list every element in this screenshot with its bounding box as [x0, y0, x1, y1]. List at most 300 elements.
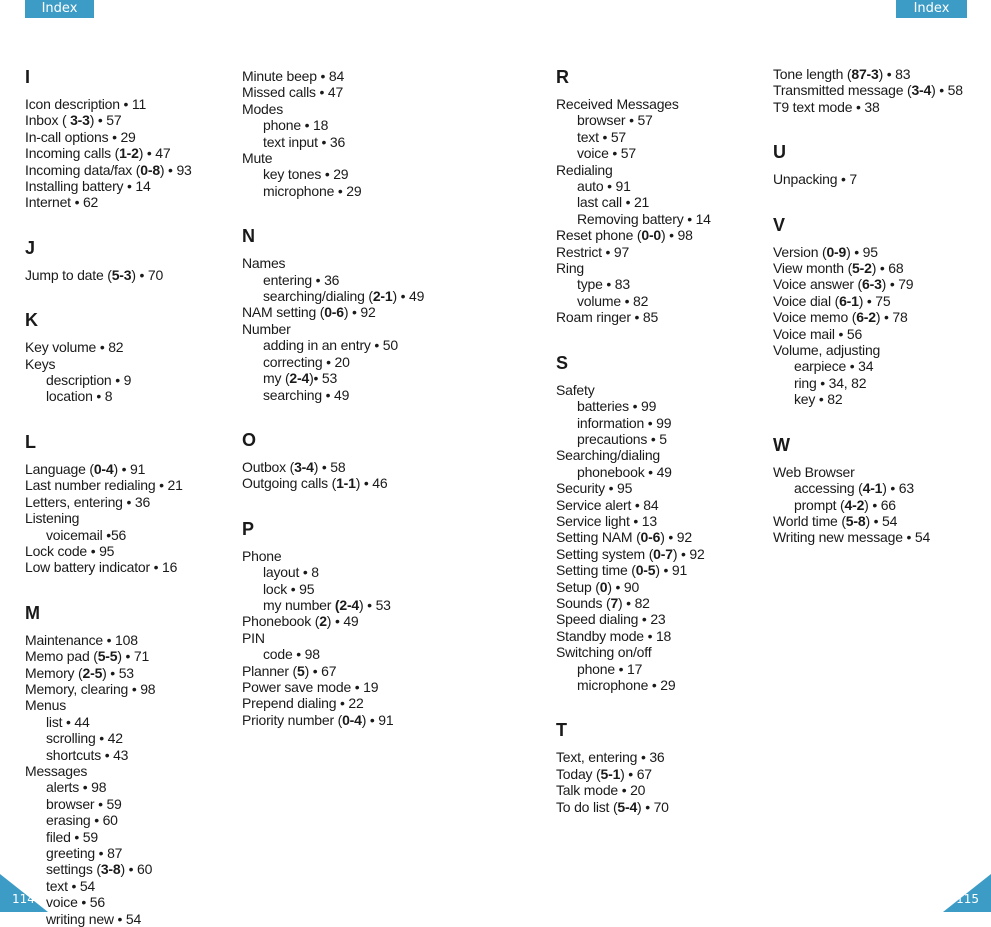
index-entry — [25, 356, 192, 372]
menu-shortcut-code: 2-5 — [82, 664, 103, 681]
entry-page-ref: ) • 70 — [637, 798, 669, 815]
index-section-letter: T — [556, 720, 567, 741]
entry-text: Letters, entering • 36 — [25, 493, 151, 510]
entry-text: Voice dial ( — [773, 292, 840, 309]
entry-text: my ( — [263, 370, 290, 387]
index-subentry — [556, 431, 711, 447]
index-section-letter: L — [25, 431, 36, 452]
index-entry — [556, 497, 711, 513]
index-subentry — [556, 677, 711, 693]
section-spacer — [556, 693, 711, 719]
entry-text: Maintenance • 108 — [25, 631, 138, 648]
index-subentry — [556, 129, 711, 145]
index-entry — [242, 695, 424, 711]
section-spacer — [25, 211, 192, 237]
index-section-letter: U — [773, 142, 786, 163]
index-subentry — [242, 183, 424, 199]
menu-shortcut-code: 6-3 — [862, 276, 882, 293]
menu-shortcut-code: 5-5 — [97, 648, 118, 665]
entry-page-ref: ) • 98 — [661, 227, 693, 244]
index-subentry — [25, 911, 192, 927]
entry-page-ref: ) • 58 — [931, 82, 963, 99]
index-section-letter: M — [25, 602, 40, 623]
index-entry — [556, 96, 711, 112]
index-entry — [25, 510, 192, 526]
entry-text: batteries • 99 — [577, 398, 657, 415]
entry-text: my number — [263, 596, 335, 613]
index-section-letter: W — [773, 434, 790, 455]
entry-text: Switching on/off — [556, 644, 652, 661]
menu-shortcut-code: 5-8 — [845, 512, 866, 529]
index-section-letter: P — [242, 518, 254, 539]
index-entry — [773, 293, 963, 309]
entry-text: Messages — [25, 762, 88, 779]
entry-text: In-call options • 29 — [25, 128, 136, 145]
menu-shortcut-code: 6-2 — [856, 309, 876, 326]
entry-page-ref: ) • 92 — [660, 529, 692, 546]
index-section-letter: I — [25, 67, 30, 87]
index-subentry — [556, 415, 711, 431]
index-entry — [556, 611, 711, 627]
entry-text: Today ( — [556, 765, 601, 782]
entry-text: shortcuts • 43 — [46, 746, 129, 763]
header-tab-left: Index — [25, 0, 94, 18]
index-column-1 — [25, 66, 192, 927]
index-subentry — [25, 714, 192, 730]
entry-page-ref: ) • 49 — [326, 613, 359, 630]
section-spacer — [242, 403, 424, 429]
index-subentry — [242, 581, 424, 597]
index-subentry — [25, 812, 192, 828]
entry-text: Voice mail • 56 — [773, 325, 863, 342]
index-column-4 — [773, 66, 963, 546]
index-entry — [25, 339, 192, 355]
entry-text: Writing new message • 54 — [773, 529, 931, 546]
index-subentry — [25, 527, 192, 543]
page-number-right: 115 — [956, 892, 979, 906]
entry-text: accessing ( — [794, 480, 863, 497]
entry-text: Service alert • 84 — [556, 496, 659, 513]
section-spacer — [556, 326, 711, 352]
entry-page-ref: ) • 75 — [858, 292, 891, 309]
entry-text: Listening — [25, 510, 80, 527]
entry-text: Reset phone ( — [556, 227, 642, 244]
index-entry — [25, 632, 192, 648]
index-subentry — [556, 293, 711, 309]
index-entry — [25, 697, 192, 713]
menu-shortcut-code: 5 — [297, 662, 305, 679]
entry-text: layout • 8 — [263, 564, 319, 581]
index-section-letter: S — [556, 352, 568, 373]
index-subentry — [242, 337, 424, 353]
menu-shortcut-code: 0-0 — [641, 227, 661, 244]
entry-text: Language ( — [25, 460, 94, 477]
entry-text: Number — [242, 320, 291, 337]
index-entry — [242, 459, 424, 475]
index-entry — [25, 112, 192, 128]
entry-text: Planner ( — [242, 662, 298, 679]
index-subentry — [242, 646, 424, 662]
entry-text: adding in an entry • 50 — [263, 337, 398, 354]
entry-text: Menus — [25, 697, 67, 714]
entry-text: Ring — [556, 260, 584, 277]
menu-shortcut-code: 0-4 — [342, 711, 362, 728]
index-entry — [773, 244, 963, 260]
entry-text: phonebook • 49 — [577, 463, 672, 480]
index-entry — [556, 513, 711, 529]
index-entry — [556, 309, 711, 325]
index-subentry — [242, 166, 424, 182]
index-entry — [556, 529, 711, 545]
entry-text: Outbox ( — [242, 458, 295, 475]
entry-text: volume • 82 — [577, 292, 649, 309]
index-subentry — [242, 564, 424, 580]
entry-text: scrolling • 42 — [46, 730, 123, 747]
index-entry — [556, 447, 711, 463]
index-subentry — [242, 288, 424, 304]
index-entry — [242, 630, 424, 646]
entry-text: Safety — [556, 381, 595, 398]
entry-page-ref: ) • 60 — [120, 861, 153, 878]
section-spacer — [25, 405, 192, 431]
entry-text: Internet • 62 — [25, 194, 99, 211]
index-entry — [25, 162, 192, 178]
index-entry — [773, 276, 963, 292]
entry-text: Security • 95 — [556, 480, 633, 497]
index-entry — [25, 494, 192, 510]
entry-text: auto • 91 — [577, 178, 631, 195]
entry-page-ref: ) • 79 — [881, 276, 914, 293]
entry-text: key tones • 29 — [263, 166, 349, 183]
index-subentry — [556, 145, 711, 161]
entry-page-ref: ) • 70 — [131, 266, 164, 283]
menu-shortcut-code: 0 — [599, 578, 608, 595]
index-entry — [556, 749, 711, 765]
entry-text: browser • 59 — [46, 795, 122, 812]
index-entry — [556, 644, 711, 660]
index-subentry — [556, 661, 711, 677]
index-subentry — [25, 747, 192, 763]
menu-shortcut-code: 0-9 — [826, 243, 847, 260]
entry-text: voice • 56 — [46, 894, 105, 911]
entry-text: alerts • 98 — [46, 779, 107, 796]
entry-text: T9 text mode • 38 — [773, 98, 880, 115]
index-entry — [25, 194, 192, 210]
entry-text: Lock code • 95 — [25, 542, 115, 559]
index-entry — [242, 150, 424, 166]
index-subentry — [556, 398, 711, 414]
index-subentry — [242, 117, 424, 133]
entry-text: Unpacking • 7 — [773, 171, 858, 188]
index-entry — [773, 309, 963, 325]
index-entry — [556, 579, 711, 595]
index-subentry — [556, 194, 711, 210]
entry-text: correcting • 20 — [263, 353, 350, 370]
entry-page-ref: ) • 78 — [875, 309, 908, 326]
entry-page-ref: ) • 92 — [343, 304, 376, 321]
index-entry — [25, 461, 192, 477]
entry-text: code • 98 — [263, 646, 320, 663]
menu-shortcut-code: 3-4 — [294, 458, 314, 475]
entry-text: Voice answer ( — [773, 276, 863, 293]
index-entry — [556, 480, 711, 496]
index-entry — [25, 145, 192, 161]
entry-text: text • 54 — [46, 877, 96, 894]
index-entry — [773, 464, 963, 480]
menu-shortcut-code: 3-8 — [100, 861, 121, 878]
index-entry — [25, 96, 192, 112]
entry-text: Setup ( — [556, 578, 600, 595]
index-entry — [556, 382, 711, 398]
index-entry — [25, 648, 192, 664]
entry-text: Icon description • 11 — [25, 96, 147, 112]
menu-shortcut-code: 0-6 — [640, 529, 661, 546]
index-entry — [242, 712, 424, 728]
entry-text: Version ( — [773, 243, 827, 260]
entry-text: Mute — [242, 150, 273, 167]
index-section-letter: V — [773, 214, 785, 235]
entry-page-ref: ) • 91 — [655, 562, 688, 579]
index-entry — [773, 529, 963, 545]
entry-text: microphone • 29 — [263, 182, 362, 199]
entry-text: Priority number ( — [242, 711, 343, 728]
entry-text: prompt ( — [794, 496, 845, 513]
entry-text: Inbox ( — [25, 112, 71, 129]
entry-page-ref: ) • 53 — [359, 596, 391, 613]
index-entry — [556, 244, 711, 260]
index-entry — [773, 171, 963, 187]
section-spacer — [242, 199, 424, 225]
index-entry — [773, 99, 963, 115]
entry-text: Speed dialing • 23 — [556, 611, 666, 628]
entry-text: microphone • 29 — [577, 677, 676, 693]
entry-text: Setting time ( — [556, 562, 636, 579]
entry-page-ref: ) • 47 — [138, 145, 171, 162]
index-section-letter: K — [25, 310, 38, 331]
entry-text: searching/dialing ( — [263, 288, 373, 305]
entry-text: information • 99 — [577, 414, 672, 431]
entry-text: precautions • 5 — [577, 430, 667, 447]
index-entry — [242, 679, 424, 695]
entry-text: Installing battery • 14 — [25, 178, 151, 195]
index-entry — [556, 782, 711, 798]
entry-text: ring • 34, 82 — [794, 374, 867, 391]
index-entry — [773, 513, 963, 529]
entry-text: Web Browser — [773, 463, 855, 480]
entry-text: type • 83 — [577, 276, 630, 293]
index-entry — [25, 665, 192, 681]
entry-text: NAM setting ( — [242, 304, 325, 321]
index-subentry — [25, 829, 192, 845]
entry-page-ref: ) • 67 — [304, 662, 337, 679]
index-subentry — [773, 480, 963, 496]
entry-page-ref: ) • 58 — [313, 458, 346, 475]
entry-text: Removing battery • 14 — [577, 210, 711, 227]
menu-shortcut-code: 0-6 — [324, 304, 344, 321]
index-entry — [242, 304, 424, 320]
index-entry — [773, 326, 963, 342]
entry-text: Tone length ( — [773, 66, 852, 82]
entry-text: key • 82 — [794, 391, 843, 408]
menu-shortcut-code: 4-2 — [844, 496, 865, 513]
index-entry — [556, 628, 711, 644]
index-entry — [242, 475, 424, 491]
index-entry — [556, 162, 711, 178]
menu-shortcut-code: 6-1 — [839, 292, 859, 309]
index-subentry — [25, 894, 192, 910]
index-entry — [556, 260, 711, 276]
index-subentry — [773, 358, 963, 374]
index-section-letter: N — [242, 226, 255, 247]
entry-text: View month ( — [773, 260, 853, 277]
entry-text: Restrict • 97 — [556, 243, 630, 260]
entry-text: Voice memo ( — [773, 309, 857, 326]
index-section-letter: J — [25, 237, 35, 258]
entry-text: erasing • 60 — [46, 812, 118, 829]
index-subentry — [556, 178, 711, 194]
menu-shortcut-code: 87-3 — [851, 66, 879, 82]
section-spacer — [773, 188, 963, 214]
entry-text: entering • 36 — [263, 271, 340, 288]
index-entry — [242, 321, 424, 337]
section-spacer — [773, 408, 963, 434]
index-entry — [25, 559, 192, 575]
entry-text: last call • 21 — [577, 194, 650, 211]
index-entry — [242, 255, 424, 271]
menu-shortcut-code: 5-2 — [852, 260, 872, 277]
index-entry — [556, 766, 711, 782]
index-entry — [773, 66, 963, 82]
entry-text: Setting NAM ( — [556, 529, 641, 546]
index-entry — [773, 342, 963, 358]
index-subentry — [773, 497, 963, 513]
entry-text: description • 9 — [46, 372, 132, 389]
index-subentry — [25, 372, 192, 388]
index-subentry — [773, 391, 963, 407]
index-section-letter: O — [242, 429, 256, 450]
entry-page-ref: ) • 90 — [607, 578, 640, 595]
index-subentry — [25, 730, 192, 746]
entry-page-ref: ) • 68 — [871, 260, 904, 277]
entry-text: Missed calls • 47 — [242, 84, 344, 101]
entry-text: voicemail •56 — [46, 526, 127, 543]
entry-text: Roam ringer • 85 — [556, 309, 659, 326]
index-column-3 — [556, 66, 711, 815]
index-subentry — [242, 272, 424, 288]
entry-text: searching • 49 — [263, 386, 350, 403]
entry-text: Key volume • 82 — [25, 339, 124, 356]
entry-page-ref: ) • 83 — [878, 66, 911, 82]
entry-page-ref: ) • 91 — [361, 711, 394, 728]
entry-text: Sounds ( — [556, 594, 611, 611]
entry-text: Incoming data/fax ( — [25, 161, 141, 178]
index-entry — [556, 562, 711, 578]
entry-text: Standby mode • 18 — [556, 627, 672, 644]
entry-page-ref: ) • 66 — [864, 496, 896, 513]
entry-text: Phonebook ( — [242, 613, 320, 630]
entry-page-ref: ) • 49 — [392, 288, 425, 305]
entry-text: Memo pad ( — [25, 648, 98, 665]
menu-shortcut-code: 5-1 — [600, 765, 621, 782]
entry-text: Jump to date ( — [25, 266, 112, 283]
menu-shortcut-code: 1-2 — [119, 145, 139, 162]
section-spacer — [25, 576, 192, 602]
menu-shortcut-code: 0-8 — [140, 161, 160, 178]
index-subentry — [25, 388, 192, 404]
entry-text: location • 8 — [46, 388, 113, 405]
entry-text: Incoming calls ( — [25, 145, 120, 162]
header-tab-right: Index — [896, 0, 967, 18]
index-entry — [25, 477, 192, 493]
entry-text: Text, entering • 36 — [556, 749, 665, 766]
entry-text: greeting • 87 — [46, 845, 123, 861]
entry-text: Phone — [242, 547, 282, 564]
index-entry — [242, 101, 424, 117]
menu-shortcut-code: 2 — [319, 613, 327, 630]
entry-text: Outgoing calls ( — [242, 475, 337, 492]
entry-text: browser • 57 — [577, 112, 653, 129]
menu-shortcut-code: 3-4 — [911, 82, 932, 99]
entry-text: Setting system ( — [556, 545, 654, 562]
menu-shortcut-code: 5-3 — [111, 266, 132, 283]
index-subentry — [242, 597, 424, 613]
index-subentry — [25, 796, 192, 812]
menu-shortcut-code: 5-4 — [617, 798, 638, 815]
menu-shortcut-code: 1-1 — [336, 475, 356, 492]
index-section-letter: R — [556, 67, 569, 87]
index-entry — [25, 178, 192, 194]
entry-text: Talk mode • 20 — [556, 782, 646, 799]
menu-shortcut-code: 0-7 — [653, 545, 673, 562]
index-entry — [25, 681, 192, 697]
entry-page-ref: ) • 95 — [846, 243, 878, 260]
index-subentry — [242, 354, 424, 370]
index-subentry — [556, 112, 711, 128]
menu-shortcut-code: (2-4 — [334, 596, 360, 613]
menu-shortcut-code: 3-3 — [70, 112, 90, 129]
entry-text: Memory, clearing • 98 — [25, 680, 156, 697]
section-spacer — [25, 283, 192, 309]
index-entry — [556, 799, 711, 815]
entry-page-ref: ) • 46 — [355, 475, 388, 492]
index-entry — [25, 129, 192, 145]
index-entry — [242, 613, 424, 629]
entry-text: Modes — [242, 100, 284, 117]
entry-text: Low battery indicator • 16 — [25, 559, 178, 576]
entry-text: list • 44 — [46, 713, 90, 730]
entry-text: Volume, adjusting — [773, 342, 881, 359]
entry-text: Last number redialing • 21 — [25, 477, 183, 494]
entry-text: Memory ( — [25, 664, 83, 681]
index-entry — [25, 267, 192, 283]
entry-page-ref: ) • 63 — [882, 480, 914, 497]
index-subentry — [242, 134, 424, 150]
entry-text: writing new • 54 — [46, 910, 142, 927]
entry-page-ref: ) • 54 — [865, 512, 898, 529]
entry-text: Service light • 13 — [556, 512, 657, 529]
entry-text: Received Messages — [556, 96, 679, 112]
entry-text: earpiece • 34 — [794, 358, 874, 375]
entry-text: World time ( — [773, 512, 846, 529]
menu-shortcut-code: 2-4 — [289, 370, 310, 387]
index-entry — [25, 543, 192, 559]
menu-shortcut-code: 4-1 — [862, 480, 883, 497]
entry-text: PIN — [242, 629, 265, 646]
entry-text: Power save mode • 19 — [242, 678, 379, 695]
entry-text: Names — [242, 255, 286, 272]
section-spacer — [773, 115, 963, 141]
index-subentry — [242, 387, 424, 403]
